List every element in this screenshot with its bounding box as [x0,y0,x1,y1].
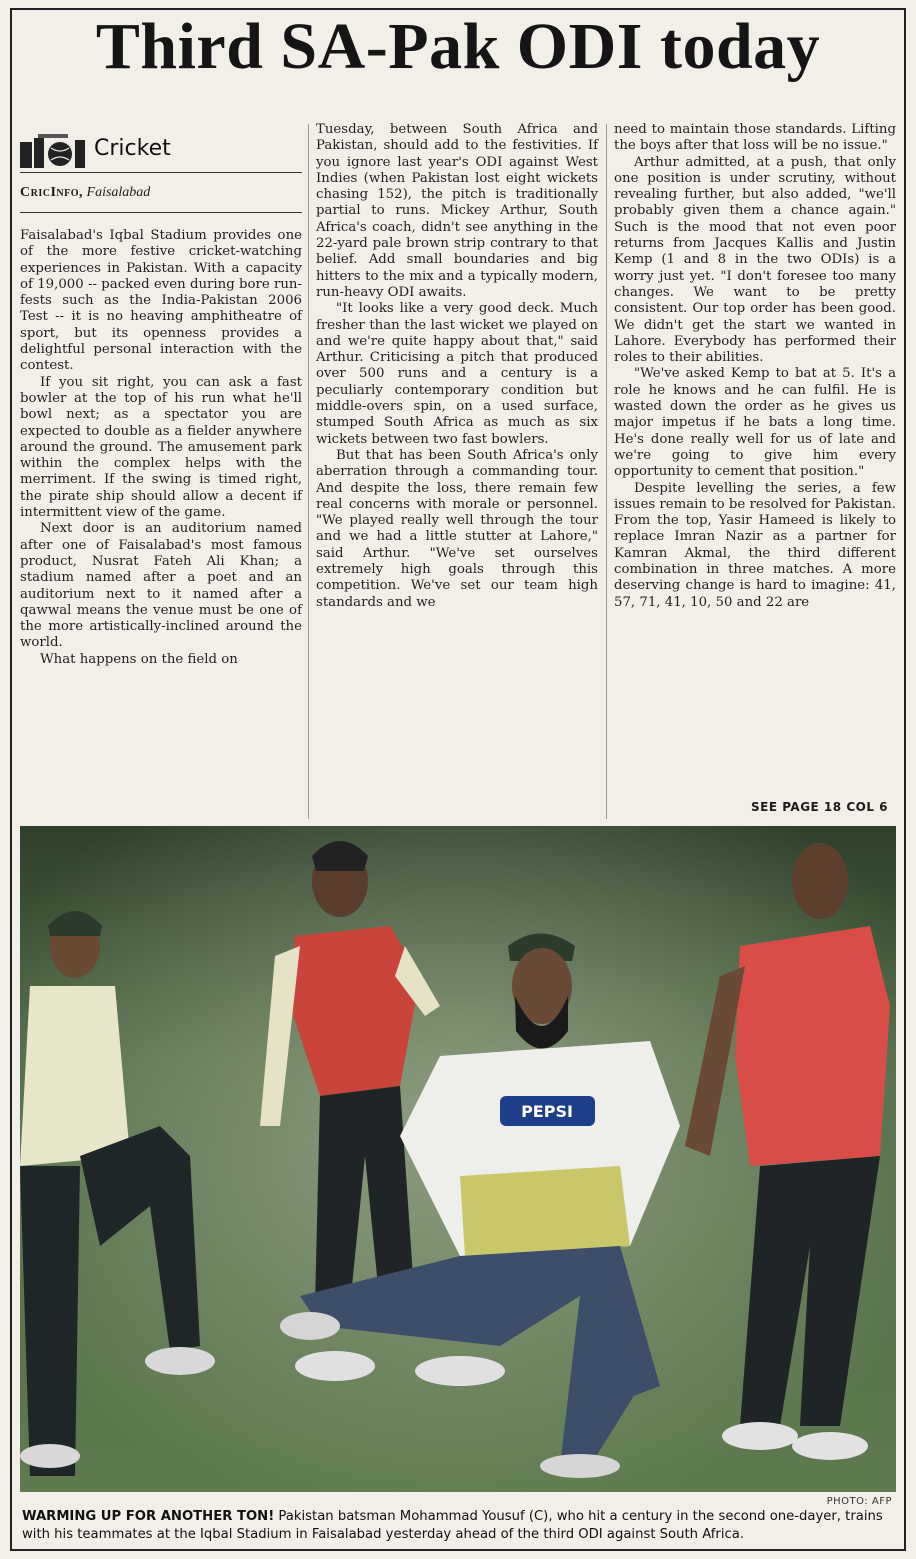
byline-rule [20,212,302,213]
continued-on-label: SEE PAGE 18 COL 6 [751,800,888,814]
article-column-2 [316,122,598,611]
paragraph: What happens on the field on [40,651,238,667]
column-rule [606,124,607,819]
caption-lead: WARMING UP FOR ANOTHER TON! [22,1509,275,1524]
shirt-sponsor-text: PEPSI [521,1102,573,1121]
cricket-ball-icon [20,134,88,168]
byline [20,185,302,201]
paragraph: Faisalabad's Iqbal Stadium provides one of the more festive cricket-watching experiences in Pakistan. With a capacity of 19,000 -- packed even during bore run-fests such as the India-Pakistan 2006 Test -- it is no heaving amphitheatre of sport, but its openness provides a delightful personal interaction with the contest. [20,228,302,374]
paragraph: Despite levelling the series, a few issues remain to be resolved for Pakistan. From the top, Yasir Hameed is likely to replace Imran Nazir as a partner for Kamran Akmal, the third different combination in three matches. A more deserving change is hard to imagine: 41, 57, 71, 41, 10, 50 and 22 are [614,480,896,610]
photo-caption [22,1508,894,1544]
byline-source: CricInfo, [20,185,84,200]
byline-place: Faisalabad [86,185,151,200]
section-label: Cricket [94,136,171,161]
caption-text: Pakistan batsman Mohammad Yousuf (C), who hit a century in the second one-dayer, trains with his teammates at the Iqbal Stadium in Faisalabad yesterday ahead of the third ODI against South Africa. [22,1509,883,1542]
section-kicker [20,128,302,173]
article-column-1 [20,228,302,668]
paragraph: If you sit right, you can ask a fast bowler at the top of his run what he'll bowl next; as a spectator you are expected to double as a fielder anywhere around the ground. The amusement park within the complex helps with the merriment. If the swing is timed right, the pirate ship should allow a decent if intermittent view of the game. [20,374,302,521]
paragraph: "We've asked Kemp to bat at 5. It's a role he knows and he can fulfil. He is wasted down the order as he gives us major impetus if he bats a long time. He's done really well for us of late and we're going to give him every opportunity to cement that position." [614,366,896,480]
photo-illustration [20,826,896,1492]
paragraph: "It looks like a very good deck. Much fresher than the last wicket we played on and we're quite happy about that," said Arthur. Criticising a pitch that produced over 500 runs and a century is a peculiarly contemporary condition but middle-overs spin, on a used surface, stumped South Africa as much as six wickets between two fast bowlers. [316,301,598,447]
paragraph: Tuesday, between South Africa and Pakistan, should add to the festivities. If you ignore last year's ODI against West Indies (when Pakistan lost eight wickets chasing 152), the pitch is traditionally partial to runs. Mickey Arthur, South Africa's coach, didn't see anything in the 22-yard pale brown strip contrary to that belief. Add small boundaries and big hitters to the mix and a typically modern, run-heavy ODI awaits. [316,122,598,300]
headline: Third SA-Pak ODI today [95,10,821,83]
column-rule [308,124,309,819]
article-column-3 [614,122,896,611]
photo-credit: PHOTO: AFP [826,1496,892,1507]
paragraph: Next door is an auditorium named after one of Faisalabad's most famous product, Nusrat Fateh Ali Khan; a stadium named after a poet and an auditorium next to it named after a qawwal means the venue must be one of the more artistically-inclined around the world. [20,521,302,651]
paragraph: need to maintain those standards. Lifting the boys after that loss will be no issue." [614,122,896,154]
paragraph: But that has been South Africa's only aberration through a commanding tour. And despite the loss, there remain few real concerns with morale or personnel. "We played really well through the tour and we had a little stutter at Lahore," said Arthur. "We've set ourselves extremely high goals through this competition. We've set our team high standards and we [316,447,598,610]
news-photo [20,826,896,1492]
paragraph: Arthur admitted, at a push, that only one position is under scrutiny, without revealing further, but also added, "we'll probably given them a chance again." Such is the mood that not even poor returns from Jacques Kallis and Justin Kemp (1 and 8 in the two ODIs) is a worry just yet. "I don't foresee too many changes. We want to be pretty consistent. Our top order has been good. We didn't get the start we wanted in Lahore. Everybody has performed their roles to their abilities. [614,154,896,366]
